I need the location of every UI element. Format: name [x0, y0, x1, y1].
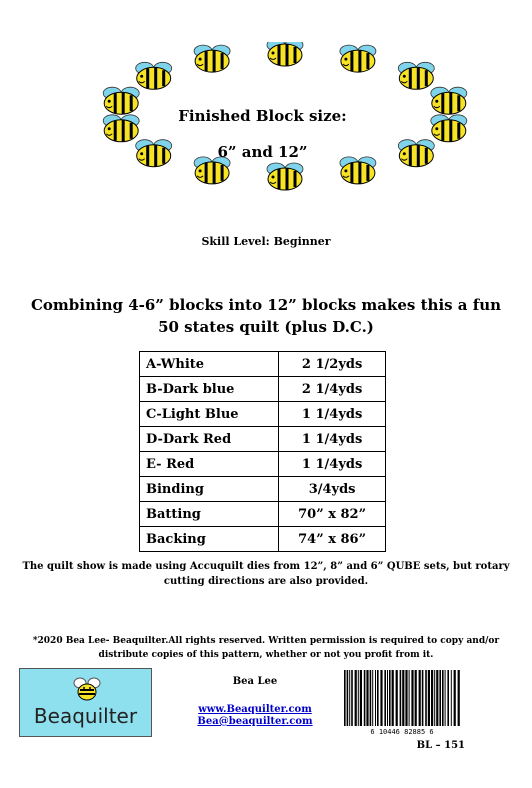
barcode-bar — [415, 670, 417, 726]
fabric-item: C-Light Blue — [140, 402, 279, 427]
fabric-amount: 2 1/2yds — [279, 352, 386, 377]
barcode-bar — [442, 670, 444, 726]
website-link[interactable]: www.Beaquilter.com — [198, 704, 312, 715]
fabric-item: Batting — [140, 502, 279, 527]
barcode-digits: 6 10446 82885 6 — [370, 728, 434, 736]
cutting-note: The quilt show is made using Accuquilt dies from 12”, 8” and 6” QUBE sets, but rotary cutting directions are also provided. — [22, 561, 510, 587]
barcode-bar — [380, 670, 382, 726]
fabric-amount: 1 1/4yds — [279, 402, 386, 427]
fabric-item: Binding — [140, 477, 279, 502]
barcode-bar — [349, 670, 350, 726]
barcode-bar — [396, 670, 398, 726]
table-row — [140, 377, 386, 402]
table-row — [140, 402, 386, 427]
fabric-amount: 70” x 82” — [279, 502, 386, 527]
skill-level: Skill Level: Beginner — [201, 235, 331, 248]
email-link[interactable]: Bea@beaquilter.com — [197, 716, 313, 727]
barcode-bar — [422, 670, 424, 726]
fabric-item: B-Dark blue — [140, 377, 279, 402]
fabric-amount: 74” x 86” — [279, 527, 386, 552]
fabric-item: A-White — [140, 352, 279, 377]
barcode-bar — [451, 670, 452, 726]
barcode-bar — [402, 670, 404, 726]
barcode-bar — [411, 670, 413, 726]
barcode-bar — [370, 670, 372, 726]
barcode-bar — [454, 670, 456, 726]
barcode-bar — [392, 670, 394, 726]
fabric-amount: 3/4yds — [279, 477, 386, 502]
pattern-code: BL – 151 — [416, 740, 465, 751]
barcode-bar — [431, 670, 433, 726]
bee-icon — [340, 45, 376, 72]
table-row — [140, 427, 386, 452]
barcode-bar — [405, 670, 407, 726]
barcode-bar — [428, 670, 430, 726]
barcode-bar — [384, 670, 386, 726]
barcode-bar — [375, 670, 376, 726]
fabric-amount: 2 1/4yds — [279, 377, 386, 402]
barcode-bar — [387, 670, 388, 726]
barcode-bar — [377, 670, 379, 726]
block-size-heading — [170, 98, 355, 170]
barcode-bar — [347, 670, 349, 726]
barcode-bar — [389, 670, 391, 726]
table-row — [140, 452, 386, 477]
fabric-amount: 1 1/4yds — [279, 427, 386, 452]
fabric-item: E- Red — [140, 452, 279, 477]
barcode-bar — [400, 670, 402, 726]
bee-icon — [136, 62, 172, 89]
barcode-bar — [436, 670, 438, 726]
barcode-bar — [351, 670, 353, 726]
fabric-requirements-table — [139, 351, 386, 552]
fabric-amount: 1 1/4yds — [279, 452, 386, 477]
bee-icon — [267, 42, 303, 66]
block-size-value: 6” and 12” — [217, 143, 308, 161]
bee-icon — [431, 87, 467, 114]
barcode-bar — [445, 670, 446, 726]
fabric-item: D-Dark Red — [140, 427, 279, 452]
logo-text: Beaquilter — [33, 704, 138, 728]
barcode-bar — [458, 670, 460, 726]
bee-icon — [398, 62, 434, 89]
bee-icon — [103, 87, 139, 114]
table-row — [140, 502, 386, 527]
barcode-bar — [439, 670, 441, 726]
barcode-bar — [360, 670, 362, 726]
barcode-bar — [419, 670, 421, 726]
bee-icon — [72, 673, 102, 703]
barcode-bar — [364, 670, 366, 726]
barcode-bar — [425, 670, 427, 726]
author-name: Bea Lee — [232, 676, 278, 687]
barcode-bar — [358, 670, 359, 726]
bee-icon — [103, 115, 139, 142]
block-size-label: Finished Block size: — [178, 107, 347, 125]
bee-icon — [398, 140, 434, 167]
table-row — [140, 477, 386, 502]
barcode-bar — [344, 670, 346, 726]
pattern-headline: Combining 4-6” blocks into 12” blocks makes this a fun 50 states quilt (plus D.C.) — [30, 296, 502, 336]
bee-icon — [431, 115, 467, 142]
contact-links — [170, 704, 340, 728]
fabric-item: Backing — [140, 527, 279, 552]
beaquilter-logo — [19, 668, 152, 737]
barcode-bar — [372, 670, 373, 726]
bee-icon — [194, 45, 230, 72]
table-row — [140, 352, 386, 377]
copyright-notice: *2020 Bea Lee- Beaquilter.All rights reserved. Written permission is required to copy and/or distribute copies of this pattern, whether or not you profit from it. — [32, 636, 500, 660]
barcode-bar — [447, 670, 449, 726]
upc-barcode — [340, 668, 465, 736]
barcode-bar — [409, 670, 410, 726]
barcode-bar — [355, 670, 357, 726]
bee-icon — [136, 140, 172, 167]
barcode-bar — [366, 670, 368, 726]
table-row — [140, 527, 386, 552]
barcode-bar — [434, 670, 435, 726]
